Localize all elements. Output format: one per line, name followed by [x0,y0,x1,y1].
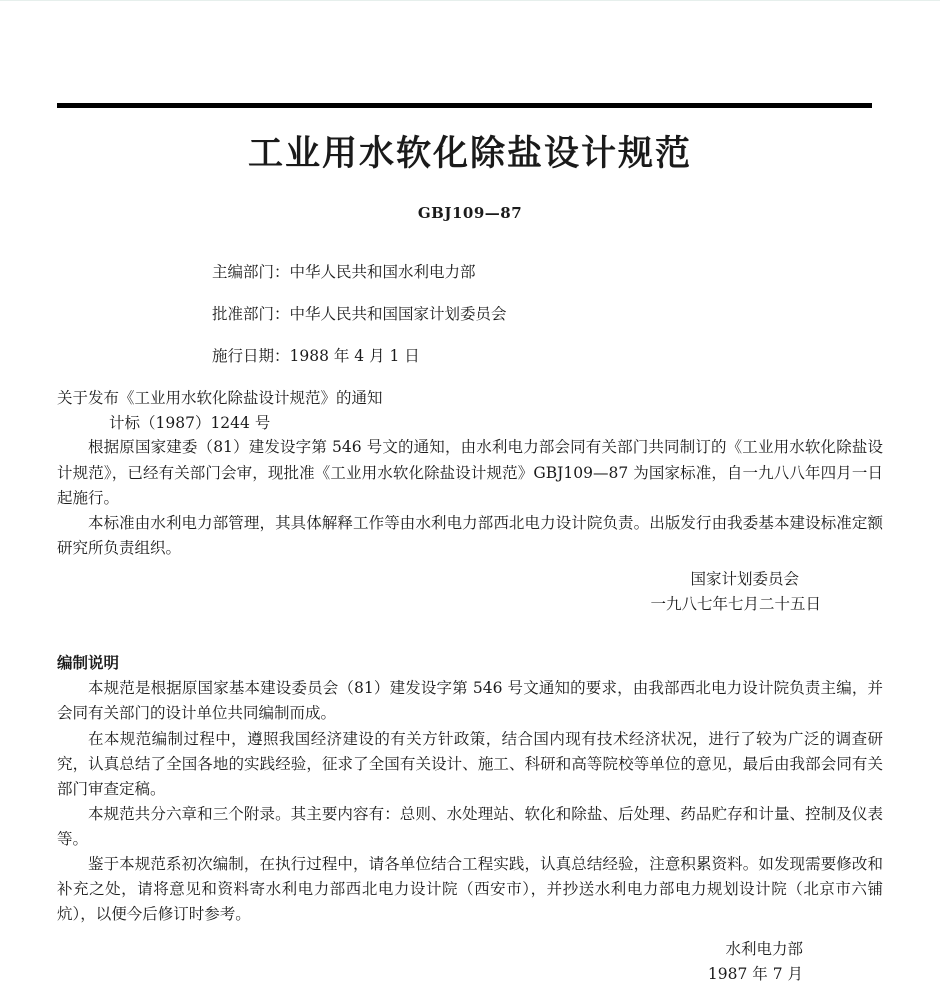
page-title: 工业用水软化除盐设计规范 [247,133,692,174]
compilation-paragraph-1: 本规范是根据原国家基本建设委员会（81）建发设字第 546 号文通知的要求，由我部西北电力设计院负责主编，并会同有关部门的设计单位共同编制而成。 [57,679,883,723]
compilation-paragraph-3: 本规范共分六章和三个附录。其主要内容有：总则、水处理站、软化和除盐、后处理、药品贮存和计量、控制及仪表等。 [57,804,883,848]
compilation-signature-date: 1987 年 7 月 [707,965,803,984]
metadata-block [57,260,883,368]
notice-signature-date: 一九八七年七月二十五日 [650,594,821,613]
compilation-paragraph-2: 在本规范编制过程中，遵照我国经济建设的有关方针政策，结合国内现有技术经济状况，进行了较为广泛的调查研究，认真总结了全国各地的实践经验，征求了全国有关设计、施工、科研和高等院校等单位的意见，最后由我部会同有关部门审查定稿。 [57,729,883,798]
notice-document-number: 计标（1987）1244 号 [109,413,271,432]
standard-code: GBJ109—87 [417,203,523,222]
meta-effective-date: 施行日期：1988 年 4 月 1 日 [212,346,420,365]
scan-edge-line [0,0,940,1]
notice-section [57,386,883,617]
meta-approval-dept: 批准部门：中华人民共和国国家计划委员会 [212,304,507,323]
meta-chief-editor-dept: 主编部门：中华人民共和国水利电力部 [212,262,476,281]
compilation-section [57,651,883,987]
notice-signature-block [57,567,883,617]
compilation-heading: 编制说明 [57,652,120,672]
compilation-signature-org: 水利电力部 [725,940,803,959]
notice-paragraph-2: 本标准由水利电力部管理，其具体解释工作等由水利电力部西北电力设计院负责。出版发行由我委基本建设标准定额研究所负责组织。 [57,513,883,557]
compilation-paragraph-4: 鉴于本规范系初次编制，在执行过程中，请各单位结合工程实践，认真总结经验，注意积累资料。如发现需要修改和补充之处，请将意见和资料寄水利电力部西北电力设计院（西安市），并抄送水利电力部电力规划设计院（北京市六铺炕），以便今后修订时参考。 [57,855,883,924]
document-content [57,108,883,987]
notice-title: 关于发布《工业用水软化除盐设计规范》的通知 [57,388,383,407]
notice-paragraph-1: 根据原国家建委（81）建发设字第 546 号文的通知，由水利电力部会同有关部门共同制订的《工业用水软化除盐设计规范》，已经有关部门会审，现批准《工业用水软化除盐设计规范》GBJ109—87 为国家标准，自一九八八年四月一日起施行。 [57,438,883,507]
notice-signature-org: 国家计划委员会 [690,569,799,588]
compilation-signature-block [57,937,883,987]
